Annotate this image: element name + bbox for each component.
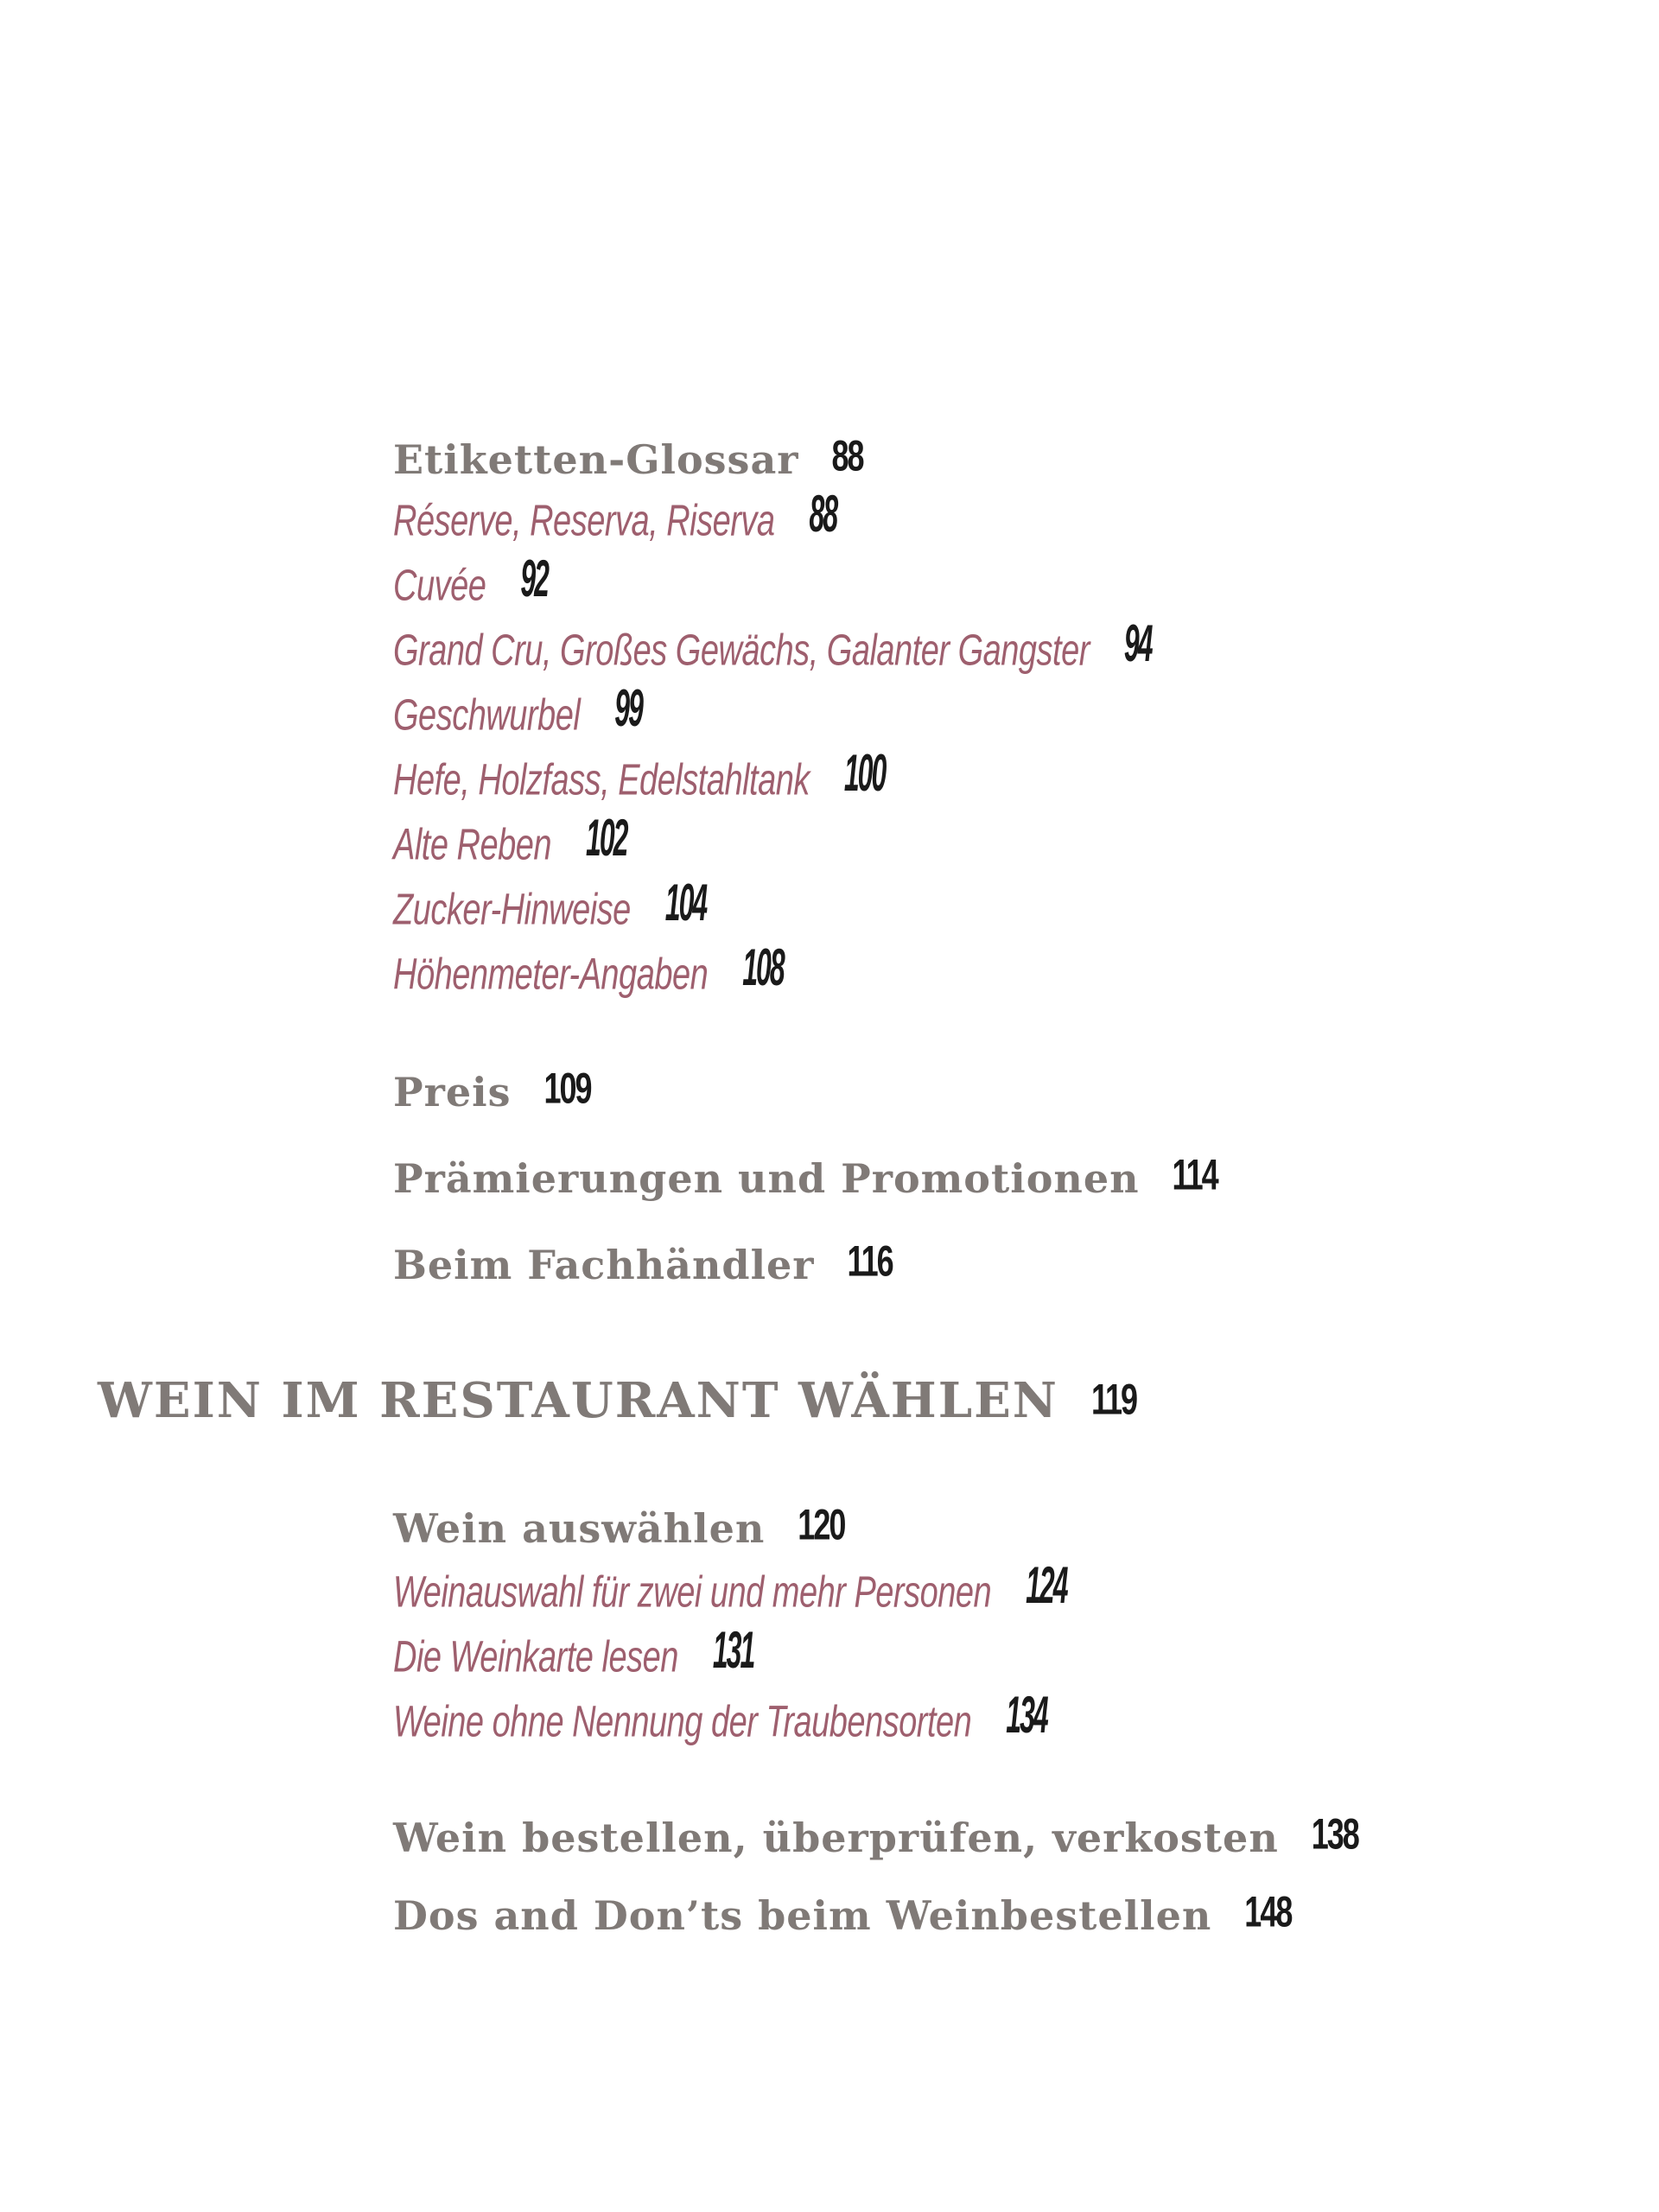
toc-section-title: Wein bestellen, überprüfen, verkosten	[393, 1815, 1279, 1861]
toc-subentry[interactable]	[393, 808, 627, 871]
toc-subentry[interactable]	[393, 1620, 754, 1683]
toc-page-number: 124	[1026, 1555, 1067, 1615]
toc-section-title: Prämierungen und Promotionen	[393, 1155, 1140, 1202]
toc-page-number: 94	[1123, 613, 1152, 673]
toc-subentry-title: Réserve, Reserva, Riserva	[393, 496, 775, 546]
toc-subentry[interactable]	[393, 873, 707, 936]
toc-subentry-title: Höhenmeter-Angaben	[393, 950, 709, 1000]
toc-page-number: 100	[843, 743, 886, 803]
toc-section-title: Dos and Don’ts beim Weinbestellen	[393, 1892, 1212, 1939]
toc-chapter-heading[interactable]	[98, 1372, 1136, 1429]
toc-page-number: 92	[520, 549, 548, 608]
toc-page-number: 134	[1006, 1685, 1047, 1745]
toc-subentry-title: Zucker-Hinweise	[393, 885, 631, 935]
toc-section-title: Preis	[393, 1069, 512, 1116]
toc-section-title: Etiketten-Glossar	[393, 436, 799, 483]
toc-subentry-title: Hefe, Holzfass, Edelstahltank	[393, 755, 810, 805]
toc-section-wein-bestellen[interactable]	[393, 1808, 1358, 1861]
toc-page-number: 148	[1244, 1886, 1292, 1936]
toc-page-number: 114	[1172, 1149, 1217, 1199]
toc-page-number: 99	[614, 678, 642, 738]
toc-subentry[interactable]	[393, 938, 784, 1001]
toc-page-number: 116	[847, 1236, 893, 1286]
toc-subentry-title: Grand Cru, Großes Gewächs, Galanter Gangster	[393, 626, 1090, 676]
toc-page-number: 119	[1090, 1374, 1137, 1424]
toc-page-number: 104	[664, 873, 707, 932]
toc-page-number: 120	[798, 1499, 845, 1549]
toc-subentry-title: Weine ohne Nennung der Traubensorten	[393, 1697, 972, 1747]
toc-subentry-title: Cuvée	[393, 561, 486, 611]
toc-page-number: 88	[809, 484, 837, 543]
toc-subentry[interactable]	[393, 484, 837, 547]
toc-section-etiketten-glossar[interactable]	[393, 430, 863, 483]
toc-page-number: 109	[543, 1063, 591, 1113]
toc-section-fachhaendler[interactable]	[393, 1236, 893, 1288]
toc-section-wein-auswaehlen[interactable]	[393, 1499, 845, 1552]
toc-subentry[interactable]	[393, 549, 548, 612]
toc-section-title: Beim Fachhändler	[393, 1242, 815, 1288]
toc-chapter-title: WEIN IM RESTAURANT WÄHLEN	[98, 1372, 1058, 1429]
toc-subentry-title: Alte Reben	[393, 820, 552, 870]
toc-subentry[interactable]	[393, 678, 642, 741]
toc-subentry-title: Die Weinkarte lesen	[393, 1632, 678, 1682]
toc-page-number: 138	[1311, 1808, 1358, 1859]
toc-page-number: 108	[742, 938, 784, 997]
toc-section-preis[interactable]	[393, 1063, 591, 1116]
toc-subentry[interactable]	[393, 613, 1152, 677]
toc-subentry[interactable]	[393, 1555, 1067, 1618]
toc-page-number: 88	[831, 430, 863, 480]
toc-subentry[interactable]	[393, 1685, 1047, 1748]
toc-page-number: 102	[586, 808, 627, 868]
toc-subentry-title: Geschwurbel	[393, 690, 581, 741]
toc-section-dos-and-donts[interactable]	[393, 1886, 1292, 1939]
toc-subentry[interactable]	[393, 743, 886, 806]
toc-section-title: Wein auswählen	[393, 1505, 766, 1552]
toc-subentry-title: Weinauswahl für zwei und mehr Personen	[393, 1567, 992, 1618]
toc-section-praemierungen[interactable]	[393, 1149, 1217, 1202]
toc-page-number: 131	[712, 1620, 754, 1680]
